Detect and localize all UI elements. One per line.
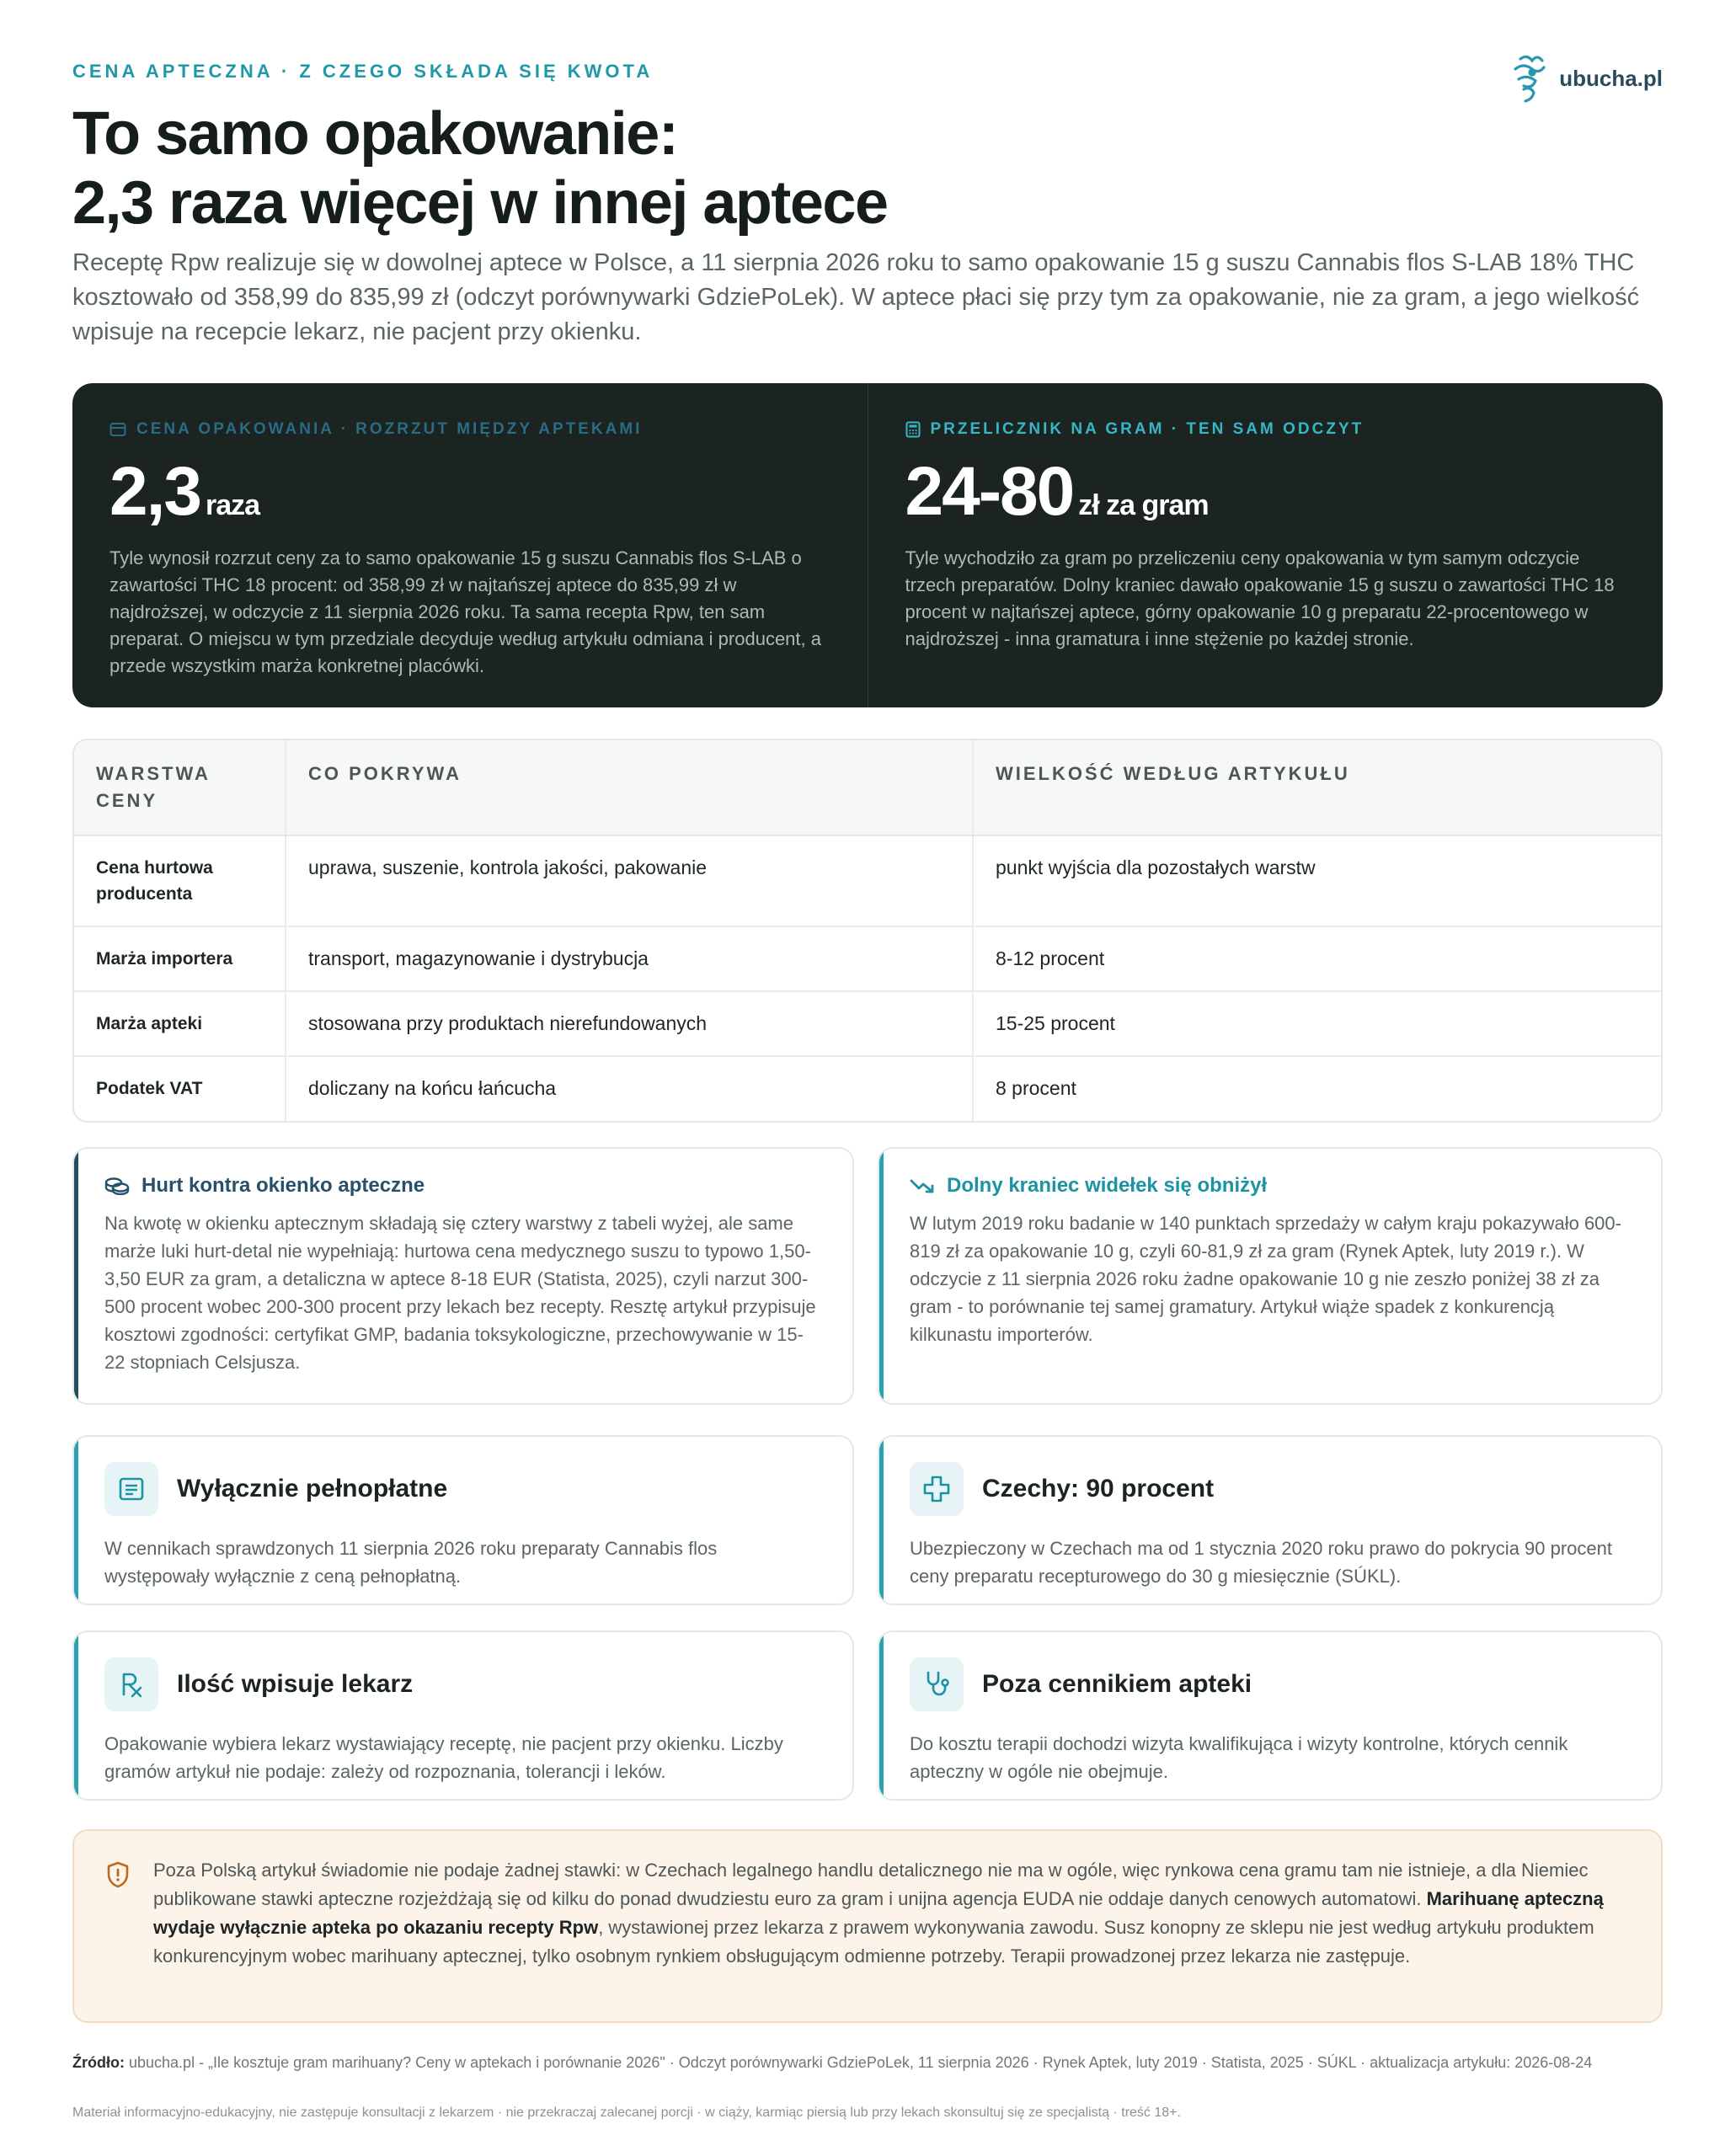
stat-price-per-gram: [868, 383, 1664, 707]
card-body: W lutym 2019 roku badanie w 140 punktach sprzedaży w całym kraju pokazywało 600-819 zł za opakowanie 10 g, czyli 60-81,9 zł za gram (Rynek Aptek, luty 2019 r.). W odczycie z 11 sierpnia 2026 roku żadne opakowanie 10 g nie zeszło poniżej 38 zł za gram - to porównanie tej samej gramatury. Artykuł wiąże spadek z konkurencją kilkunastu importerów.: [910, 1213, 1621, 1345]
card-title: Dolny kraniec widełek się obniżył: [910, 1174, 1631, 1198]
feature-body: Ubezpieczony w Czechach ma od 1 stycznia 2020 roku prawo do pokrycia 90 procent ceny preparatu recepturowego do 30 g miesięcznie (SÚKL).: [910, 1538, 1613, 1587]
coins-icon: [104, 1177, 130, 1195]
warning-note: [72, 1829, 1663, 2023]
stat-value: [905, 453, 1626, 530]
card-lower-bound: [878, 1147, 1663, 1405]
card-wholesale-vs-retail: [72, 1147, 854, 1405]
shield-alert-icon: [106, 1861, 130, 1888]
receipt-icon: [104, 1462, 158, 1516]
calculator-icon: [905, 421, 921, 438]
stat-label: PRZELICZNIK NA GRAM · TEN SAM ODCZYT: [905, 420, 1626, 439]
price-layers-table: [72, 739, 1663, 1123]
source-text: ubucha.pl - „Ile kosztuje gram marihuany? Ceny w aptekach i porównanie 2026" · Odczyt porównywarki GdziePoLek, 11 sierpnia 2026 · Rynek Aptek, luty 2019 · Statista, 2025 · SÚKL · aktualizacja artykułu: 2026-08-24: [129, 2054, 1593, 2071]
stat-unit: raza: [206, 489, 260, 521]
feature-czechia: [878, 1435, 1663, 1605]
card-body: Na kwotę w okienku aptecznym składają się cztery warstwy z tabeli wyżej, ale same marże luki hurt-detal nie wypełniają: hurtowa cena medycznego suszu to typowo 1,50-3,50 EUR za gram, a detaliczna w aptece 8-18 EUR (Statista, 2025), czyli narzut 300-500 procent wobec 200-300 procent przy lekach bez recepty. Resztę artykuł przypisuje kosztowi zgodności: certyfikat GMP, badania toksykologiczne, przechowywanie w 15-22 stopniach Celsjusza.: [104, 1213, 816, 1373]
table-row: [74, 835, 1661, 926]
table-cell-layer: Cena hurtowa producenta: [96, 858, 213, 904]
title-line-2: 2,3 raza więcej w innej aptece: [72, 169, 888, 237]
medical-cross-icon: [910, 1462, 964, 1516]
kicker: CENA APTECZNA · Z CZEGO SKŁADA SIĘ KWOTA: [72, 61, 654, 82]
note-emphasis: Marihuanę apteczną wydaje wyłącznie apteka po okazaniu recepty Rpw: [153, 1888, 1604, 1938]
source-line: [72, 2052, 1663, 2073]
table-cell: stosowana przy produktach nierefundowanych: [286, 991, 973, 1056]
column-header: WIELKOŚĆ WEDŁUG ARTYKUŁU: [973, 740, 1661, 835]
feature-title: Czechy: 90 procent: [910, 1462, 1631, 1516]
prescription-icon: [104, 1657, 158, 1711]
table-cell: punkt wyjścia dla pozostałych warstw: [973, 835, 1661, 926]
card-title: Hurt kontra okienko apteczne: [104, 1174, 822, 1198]
trend-down-icon: [910, 1177, 935, 1194]
table-cell: 15-25 procent: [973, 991, 1661, 1056]
brand-logo-icon: [1509, 52, 1547, 104]
table-cell-layer: Marża apteki: [74, 991, 286, 1056]
table-cell: transport, magazynowanie i dystrybucja: [286, 926, 973, 991]
table-row: [74, 991, 1661, 1056]
table-row: [74, 1056, 1661, 1121]
stat-unit: zł za gram: [1078, 489, 1209, 521]
page-title: [72, 99, 888, 237]
stat-description: Tyle wynosił rozrzut ceny za to samo opakowanie 15 g suszu Cannabis flos S-LAB o zawartości THC 18 procent: od 358,99 zł w najtańszej aptece do 835,99 zł w najdroższej, w odczycie z 11 sierpnia 2026 roku. Ta sama recepta Rpw, ten sam preparat. O miejscu w tym przedziale decyduje według artykułu odmiana i producent, a przede wszystkim marża konkretnej placówki.: [109, 547, 821, 676]
table-cell: uprawa, suszenie, kontrola jakości, pakowanie: [286, 835, 973, 926]
intro-paragraph: Receptę Rpw realizuje się w dowolnej aptece w Polsce, a 11 sierpnia 2026 roku to samo opakowanie 15 g suszu Cannabis flos S-LAB 18% THC kosztowało od 358,99 do 835,99 zł (odczyt porównywarki GdziePoLek). W aptece płaci się przy tym za opakowanie, nie za gram, a jego wielkość wpisuje na recepcie lekarz, nie pacjent przy okienku.: [72, 249, 1640, 345]
table-row: [74, 926, 1661, 991]
brand[interactable]: [1509, 52, 1663, 104]
feature-title: Poza cennikiem apteki: [910, 1657, 1631, 1711]
column-header: WARSTWA CENY: [74, 740, 286, 835]
brand-name: ubucha.pl: [1559, 65, 1663, 91]
table-cell-layer: Marża importera: [74, 926, 286, 991]
feature-body: Do kosztu terapii dochodzi wizyta kwalifikująca i wizyty kontrolne, których cennik apteczny w ogóle nie obejmuje.: [910, 1733, 1568, 1782]
feature-title: Ilość wpisuje lekarz: [104, 1657, 822, 1711]
note-text: Poza Polską artykuł świadomie nie podaje żadnej stawki: w Czechach legalnego handlu detalicznego nie ma w ogóle, więc rynkowa cena gramu tam nie istnieje, a dla Niemiec publikowane stawki apteczne rozjeżdżają się od kilku do ponad dwudziestu euro za gram i unijna agencja EUDA nie oddaje danych cenowych automatowi. Marihuanę apteczną wydaje wyłącznie apteka po okazaniu recepty Rpw, wystawionej przez lekarza z prawem wykonywania zawodu. Susz konopny ze sklepu nie jest według artykułu produktem konkurencyjnym wobec marihuany aptecznej, tylko osobnym rynkiem obsługującym odmienne potrzeby. Terapii prowadzonej przez lekarza nie zastępuje.: [153, 1860, 1604, 1967]
stat-value: [109, 453, 830, 530]
feature-body: Opakowanie wybiera lekarz wystawiający receptę, nie pacjent przy okienku. Liczby gramów artykuł nie podaje: zależy od rozpoznania, tolerancji i leków.: [104, 1733, 783, 1782]
title-line-1: To samo opakowanie:: [72, 100, 678, 168]
feature-outside-pharmacy-price: [878, 1630, 1663, 1801]
table-cell: doliczany na końcu łańcucha: [286, 1056, 973, 1121]
stat-description: Tyle wychodziło za gram po przeliczeniu ceny opakowania w tym samym odczycie trzech preparatów. Dolny kraniec dawało opakowanie 15 g suszu o zawartości THC 18 procent w najtańszej aptece, górny opakowanie 10 g preparatu 22-procentowego w najdroższej - inna gramatura i inne stężenie po każdej stronie.: [905, 547, 1615, 649]
stethoscope-icon: [910, 1657, 964, 1711]
disclaimer: Materiał informacyjno-edukacyjny, nie zastępuje konsultacji z lekarzem · nie przekraczaj zalecanej porcji · w ciąży, karmiąc piersią lub przy lekach skonsultuj się ze specjalistą · treść 18+.: [72, 2105, 1181, 2120]
feature-full-price-only: [72, 1435, 854, 1605]
source-label: Źródło:: [72, 2054, 125, 2071]
stat-label: CENA OPAKOWANIA · ROZRZUT MIĘDZY APTEKAMI: [109, 420, 830, 439]
column-header: CO POKRYWA: [286, 740, 973, 835]
stats-panel: [72, 383, 1663, 707]
wallet-icon: [109, 422, 126, 437]
stat-number: 24-80: [905, 453, 1074, 530]
table-cell: 8-12 procent: [973, 926, 1661, 991]
table-cell: 8 procent: [973, 1056, 1661, 1121]
table-cell-layer: Podatek VAT: [74, 1056, 286, 1121]
stat-price-spread: [72, 383, 868, 707]
feature-body: W cennikach sprawdzonych 11 sierpnia 2026 roku preparaty Cannabis flos występowały wyłącznie z ceną pełnopłatną.: [104, 1538, 718, 1587]
table-header-row: [74, 740, 1661, 835]
feature-title: Wyłącznie pełnopłatne: [104, 1462, 822, 1516]
feature-doctor-sets-quantity: [72, 1630, 854, 1801]
stat-number: 2,3: [109, 453, 200, 530]
